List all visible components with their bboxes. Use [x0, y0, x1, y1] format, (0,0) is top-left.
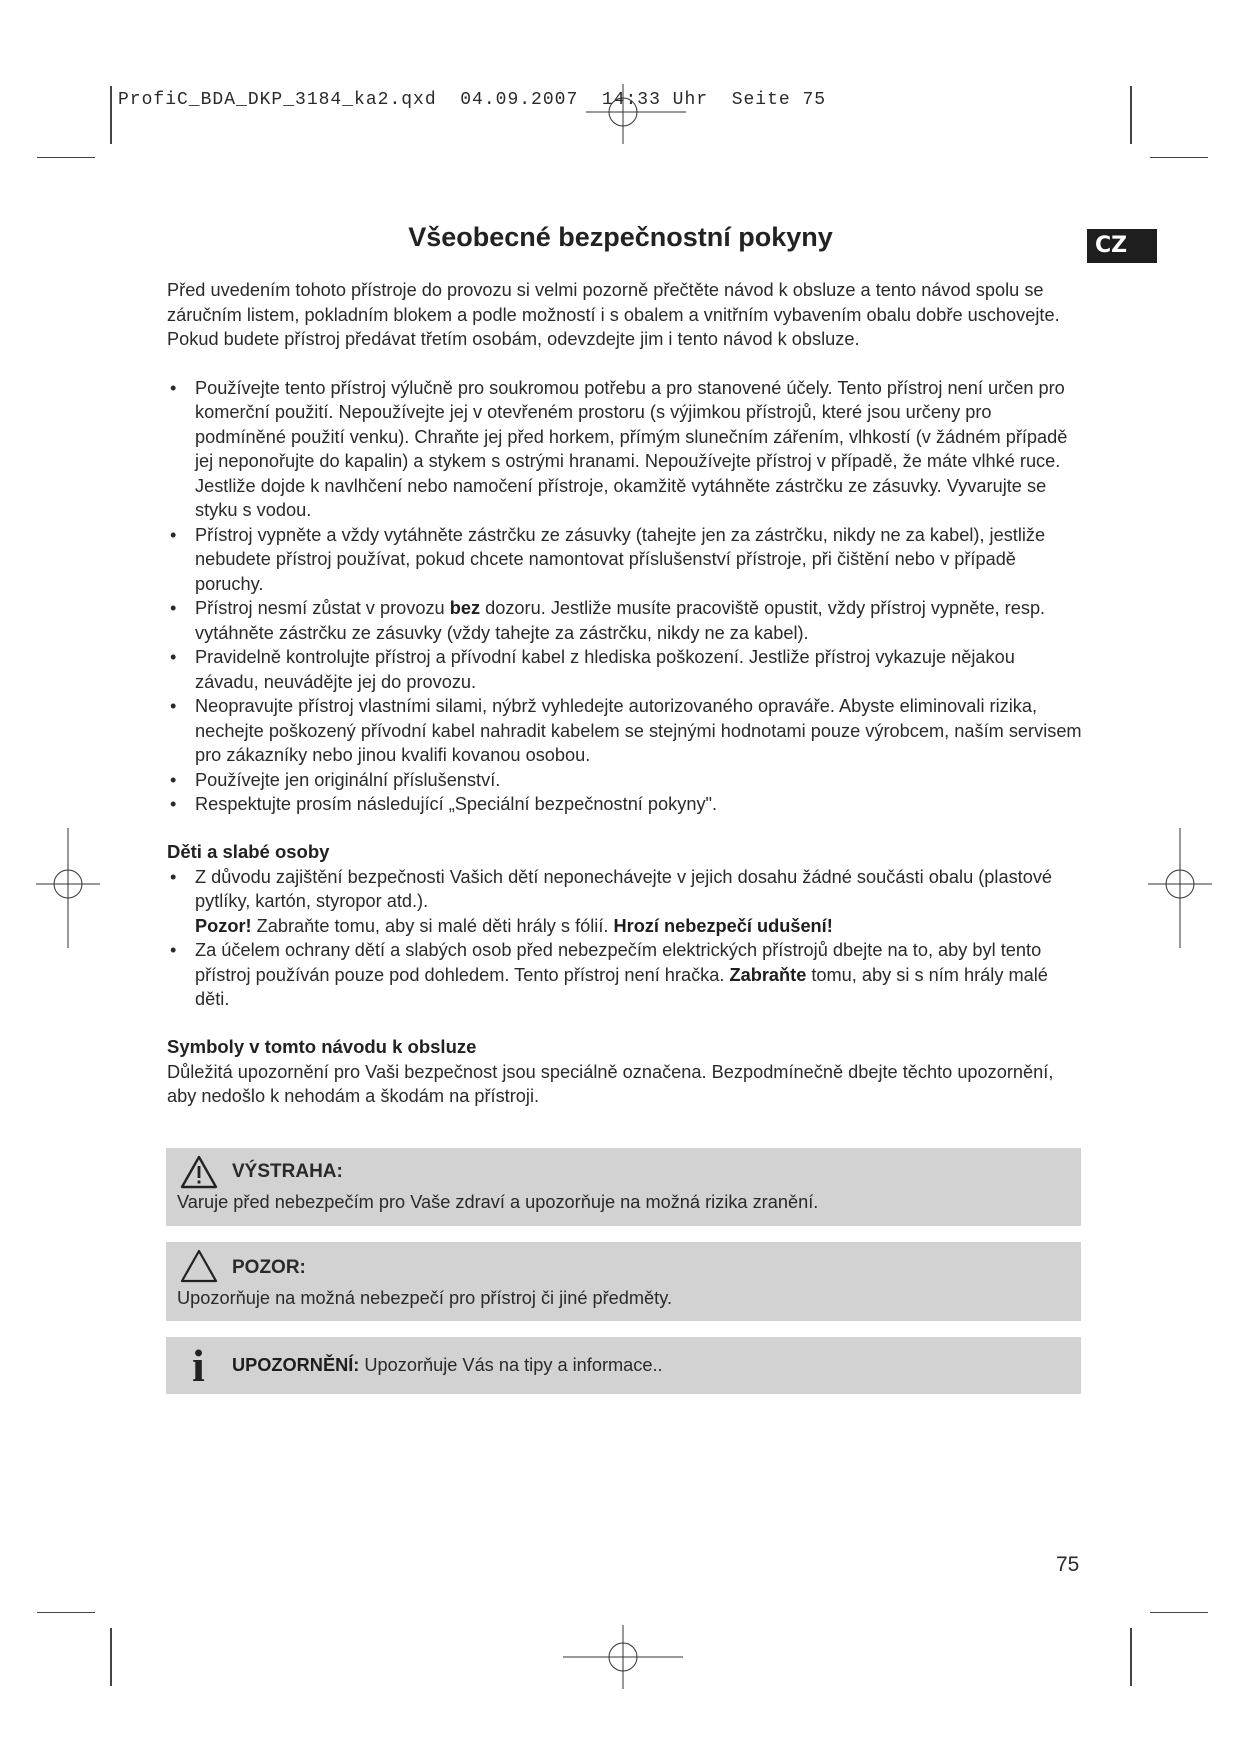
note-line	[232, 1355, 663, 1376]
registration-mark-icon	[1148, 828, 1212, 948]
registration-mark-icon	[563, 1625, 683, 1689]
crop-mark	[110, 1628, 112, 1686]
crop-mark	[37, 157, 95, 158]
crop-mark	[37, 1612, 95, 1613]
list-item: • Používejte tento přístroj výlučně pro soukromou potřebu a pro stanovené účely. Tento přístroj není určen pro komerční použití. Nepoužívejte jej v otevřeném prostoru (s výjimkou přístrojů, které jsou určeny pro podmíněné použití venku). Chraňte jej před horkem, přímým slunečním zářením, vlhkostí (v žádném případě jej neponořujte do kapalin) a stykem s ostrými hranami. Nepoužívejte přístroj v případě, že máte vlhké ruce. Jestliže dojde k navlhčení nebo namočení přístroje, okamžitě vytáhněte zástrčku ze zásuvky. Vyvarujte se styku s vodou.	[167, 376, 1082, 523]
page-title: Všeobecné bezpečnostní pokyny	[408, 222, 833, 252]
bullet-text: Za účelem ochrany dětí a slabých osob před nebezpečím elektrických přístrojů dbejte na to, aby byl tento přístroj používán pouze pod dohledem. Tento přístroj není hračka.	[195, 940, 1042, 985]
note-title: UPOZORNĚNÍ:	[232, 1355, 360, 1375]
page-number: 75	[1056, 1553, 1080, 1576]
list-item	[167, 938, 1082, 1012]
list-item: • Neopravujte přístroj vlastními silami, nýbrž vyhledejte autorizovaného opraváře. Abyste eliminovali rizika, nechejte poškozený přívodní kabel nahradit kabelem se stejnými hodnotami pouze výrobcem, naším servisem pro zákazníky nebo jinou kvalifi kovanou osobou.	[167, 694, 1082, 768]
registration-mark-icon	[36, 828, 100, 948]
section-heading-children: Děti a slabé osoby	[167, 840, 330, 862]
list-item	[167, 596, 1082, 645]
children-safety-list	[167, 865, 1082, 1012]
main-content	[167, 278, 1082, 1109]
bullet-text: dozoru. Jestliže musíte pracoviště opustit, vždy přístroj vypněte, resp. vytáhněte zástrčku ze zásuvky (vždy tahejte za zástrčku, nikdy ne za kabel).	[195, 598, 1046, 643]
list-item: • Přístroj vypněte a vždy vytáhněte zástrčku ze zásuvky (tahejte jen za zástrčku, nikdy ne za kabel), jestliže nebudete přístroj používat, pokud chcete namontovat příslušenství přístroje, při čištění nebo v případě poruchy.	[167, 523, 1082, 597]
crop-mark	[1130, 86, 1132, 144]
list-item	[167, 865, 1082, 939]
warning-text: Varuje před nebezpečím pro Vaše zdraví a upozorňuje na možná rizika zranění.	[177, 1192, 819, 1212]
list-item: • Respektujte prosím následující „Speciální bezpečnostní pokyny".	[167, 792, 1082, 817]
warning-triangle-icon	[180, 1154, 218, 1190]
intro-paragraph: Před uvedením tohoto přístroje do provozu si velmi pozorně přečtěte návod k obsluze a tento návod spolu se záručním listem, pokladním blokem a podle možností i s obalem a vnitřním vybavením obalu dobře uschovejte. Pokud budete přístroj předávat třetím osobám, odevzdejte jim i tento návod k obsluze.	[167, 280, 1060, 349]
bullet-text: Přístroj nesmí zůstat v provozu	[195, 598, 450, 618]
info-icon: i	[192, 1340, 205, 1391]
caution-triangle-icon	[180, 1248, 218, 1284]
caution-box	[166, 1242, 1081, 1321]
note-text: Upozorňuje Vás na tipy a informace..	[359, 1355, 663, 1375]
bullet-text: Zabraňte tomu, aby si malé děti hrály s fólií.	[251, 915, 614, 936]
crop-mark	[1150, 1612, 1208, 1613]
warning-title: VÝSTRAHA:	[232, 1161, 343, 1182]
bold-text: Pozor!	[195, 915, 252, 936]
bullet-text: tomu, aby si s ním hrály malé děti.	[195, 964, 1048, 1009]
bold-text: bez	[449, 598, 481, 618]
bold-text: Hrozí nebezpečí udušení!	[613, 915, 833, 936]
warning-box	[166, 1148, 1081, 1226]
registration-mark-icon	[586, 84, 686, 144]
caution-title: POZOR:	[232, 1257, 306, 1278]
list-item: • Používejte jen originální příslušenství.	[167, 768, 1082, 793]
bold-text: Zabraňte	[729, 964, 807, 985]
crop-mark	[1130, 1628, 1132, 1686]
crop-mark	[1150, 157, 1208, 158]
language-tab: CZ	[1087, 229, 1157, 263]
section-heading-symbols: Symboly v tomto návodu k obsluze	[167, 1035, 477, 1057]
caution-text: Upozorňuje na možná nebezpečí pro přístroj či jiné předměty.	[177, 1288, 673, 1308]
crop-mark	[110, 86, 112, 144]
print-slug: ProfiC_BDA_DKP_3184_ka2.qxd 04.09.2007 14:33 Uhr Seite 75	[118, 90, 827, 110]
bullet-text: Z důvodu zajištění bezpečnosti Vašich dětí neponechávejte v jejich dosahu žádné součásti obalu (plastové pytlíky, kartón, styropor atd.).	[195, 866, 1053, 911]
list-item: • Pravidelně kontrolujte přístroj a přívodní kabel z hlediska poškození. Jestliže přístroj vykazuje nějakou závadu, neuvádějte jej do provozu.	[167, 645, 1082, 694]
symbols-paragraph: Důležitá upozornění pro Vaši bezpečnost jsou speciálně označena. Bezpodmínečně dbejte těchto upozornění, aby nedošlo k nehodám a škodám na přístroji.	[167, 1061, 1054, 1106]
note-box	[166, 1337, 1081, 1394]
general-safety-list	[167, 376, 1082, 817]
